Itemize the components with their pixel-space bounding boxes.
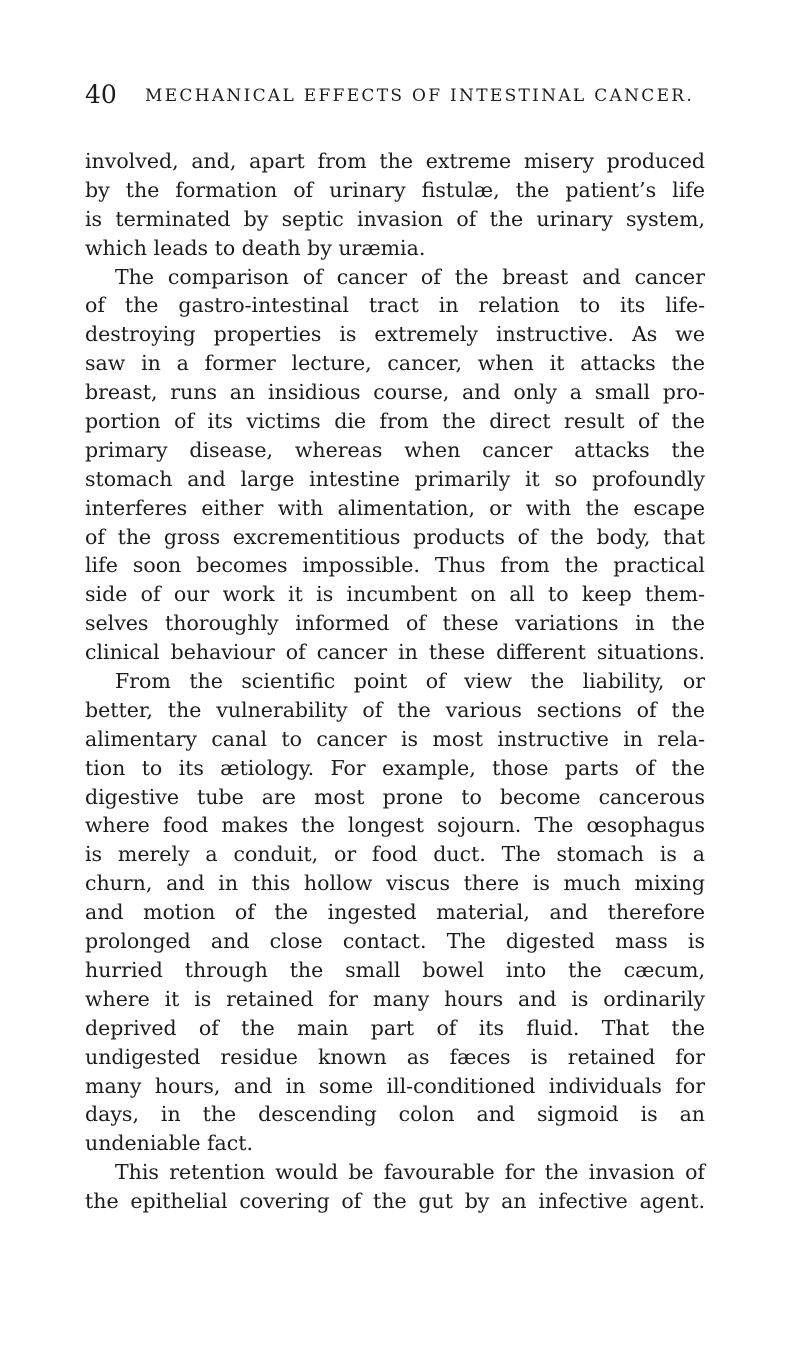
text-line: life soon becomes impossible. Thus from the practical — [85, 553, 705, 578]
text-line: stomach and large intestine primarily it so profoundly — [85, 466, 705, 491]
text-line: and motion of the ingested material, and therefore — [85, 900, 705, 925]
text-line: of the gross excrementitious products of the body, that — [85, 524, 705, 549]
text-line: hurried through the small bowel into the cæcum, — [85, 957, 705, 982]
text-line: by the formation of urinary fistulæ, the patient’s life — [85, 177, 705, 202]
text-line: prolonged and close contact. The digested mass is — [85, 929, 705, 954]
text-line: where it is retained for many hours and is ordinarily — [85, 986, 705, 1011]
text-line: days, in the descending colon and sigmoid is an — [85, 1102, 705, 1127]
text-line: side of our work it is incumbent on all to keep them- — [85, 582, 705, 607]
text-line: clinical behaviour of cancer in these different situations. — [85, 640, 705, 665]
text-line: involved, and, apart from the extreme misery produced — [85, 149, 705, 173]
text-line: destroying properties is extremely instructive. As we — [85, 322, 705, 347]
text-line: undigested residue known as fæces is retained for — [85, 1044, 705, 1069]
text-line: churn, and in this hollow viscus there is much mixing — [85, 871, 705, 896]
text-line: tion to its ætiology. For example, those parts of the — [85, 755, 705, 780]
running-title: MECHANICAL EFFECTS OF INTESTINAL CANCER. — [145, 86, 695, 106]
text-line: portion of its victims die from the direct result of the — [85, 409, 705, 434]
text-line: alimentary canal to cancer is most instructive in rela- — [85, 726, 705, 751]
text-line: the epithelial covering of the gut by an infective agent. — [85, 1189, 705, 1214]
text-line: digestive tube are most prone to become cancerous — [85, 784, 705, 809]
text-line: is terminated by septic invasion of the urinary system, — [85, 206, 705, 231]
text-line: which leads to death by uræmia. — [85, 235, 426, 260]
text-line: of the gastro-intestinal tract in relation to its life- — [85, 293, 705, 318]
text-line: breast, runs an insidious course, and only a small pro- — [85, 380, 705, 405]
text-line: many hours, and in some ill-conditioned individuals for — [85, 1073, 705, 1098]
text-line: This retention would be favourable for the invasion of — [115, 1160, 705, 1185]
text-line: saw in a former lecture, cancer, when it attacks the — [85, 351, 705, 376]
text-line: is merely a conduit, or food duct. The stomach is a — [85, 842, 705, 867]
text-line: interferes either with alimentation, or with the escape — [85, 495, 705, 520]
text-line: From the scientific point of view the liability, or — [115, 669, 705, 694]
text-line: better, the vulnerability of the various sections of the — [85, 697, 705, 722]
text-line: primary disease, whereas when cancer attacks the — [85, 437, 705, 462]
body-text — [85, 147, 705, 1216]
text-line: where food makes the longest sojourn. The œsophagus — [85, 813, 705, 838]
running-head — [85, 80, 705, 110]
page-number: 40 — [85, 80, 117, 109]
text-line: undeniable fact. — [85, 1131, 254, 1156]
text-line: deprived of the main part of its fluid. That the — [85, 1015, 705, 1040]
text-line: selves thoroughly informed of these variations in the — [85, 611, 705, 636]
text-line: The comparison of cancer of the breast and cancer — [115, 264, 705, 289]
